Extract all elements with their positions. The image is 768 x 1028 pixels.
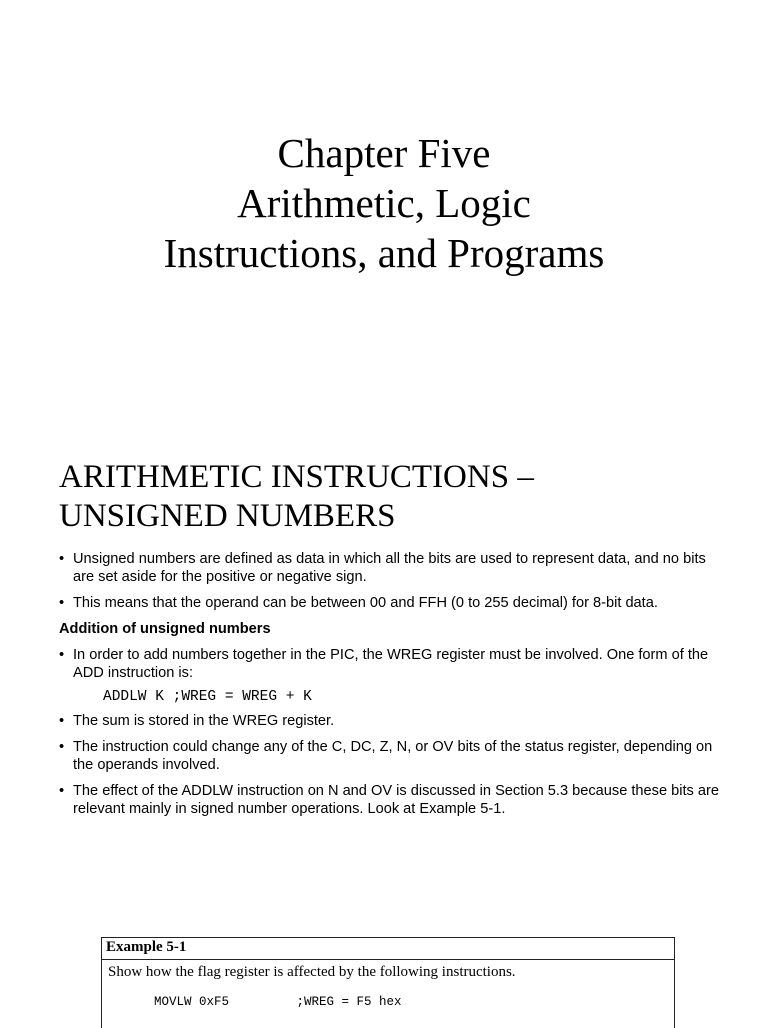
- bullet-item: [59, 738, 729, 774]
- content-slide: [0, 432, 768, 1024]
- title-line-2: Arithmetic, Logic: [237, 180, 531, 226]
- bullet-text: This means that the operand can be between 00 and FFH (0 to 255 decimal) for 8-bit data.: [73, 595, 658, 611]
- bullet-text: In order to add numbers together in the PIC, the WREG register must be involved. One form of the ADD instruction is:: [73, 647, 709, 681]
- bullet-text: The instruction could change any of the C, DC, Z, N, or OV bits of the status register, depending on the operands involved.: [73, 739, 713, 773]
- bullet-marker: •: [59, 595, 65, 611]
- bullet-marker: •: [59, 551, 65, 567]
- bullet-item: [59, 712, 729, 730]
- code-line: ADDLW K ;WREG = WREG + K: [103, 689, 312, 705]
- example-label: Example 5-1: [102, 938, 674, 960]
- example-box: [101, 937, 675, 1028]
- bullet-marker: •: [59, 647, 65, 663]
- chapter-title: [0, 128, 768, 278]
- subheading: Addition of unsigned numbers: [59, 621, 271, 637]
- bullet-text: The sum is stored in the WREG register.: [73, 713, 335, 729]
- example-text: Show how the flag register is affected by the following instructions.: [108, 964, 516, 980]
- bullet-text: The effect of the ADDLW instruction on N and OV is discussed in Section 5.3 because these bits are relevant mainly in signed number operations. Look at Example 5-1.: [73, 783, 719, 817]
- bullet-marker: •: [59, 713, 65, 729]
- heading-line-2: UNSIGNED NUMBERS: [59, 498, 396, 534]
- slide-body: [59, 550, 729, 826]
- bullet-marker: •: [59, 739, 65, 755]
- bullet-item: [59, 646, 729, 682]
- bullet-item: [59, 782, 729, 818]
- title-slide: [0, 0, 768, 432]
- bullet-text: Unsigned numbers are defined as data in which all the bits are used to represent data, and no bits are set aside for the positive or negative sign.: [73, 551, 706, 585]
- bullet-marker: •: [59, 783, 65, 799]
- slide-heading: [59, 458, 534, 536]
- bullet-item: [59, 594, 729, 612]
- heading-line-1: ARITHMETIC INSTRUCTIONS –: [59, 459, 534, 495]
- title-line-1: Chapter Five: [277, 130, 491, 176]
- example-code: MOVLW 0xF5 ;WREG = F5 hex: [154, 995, 402, 1009]
- title-line-3: Instructions, and Programs: [163, 230, 605, 276]
- bullet-item: [59, 550, 729, 586]
